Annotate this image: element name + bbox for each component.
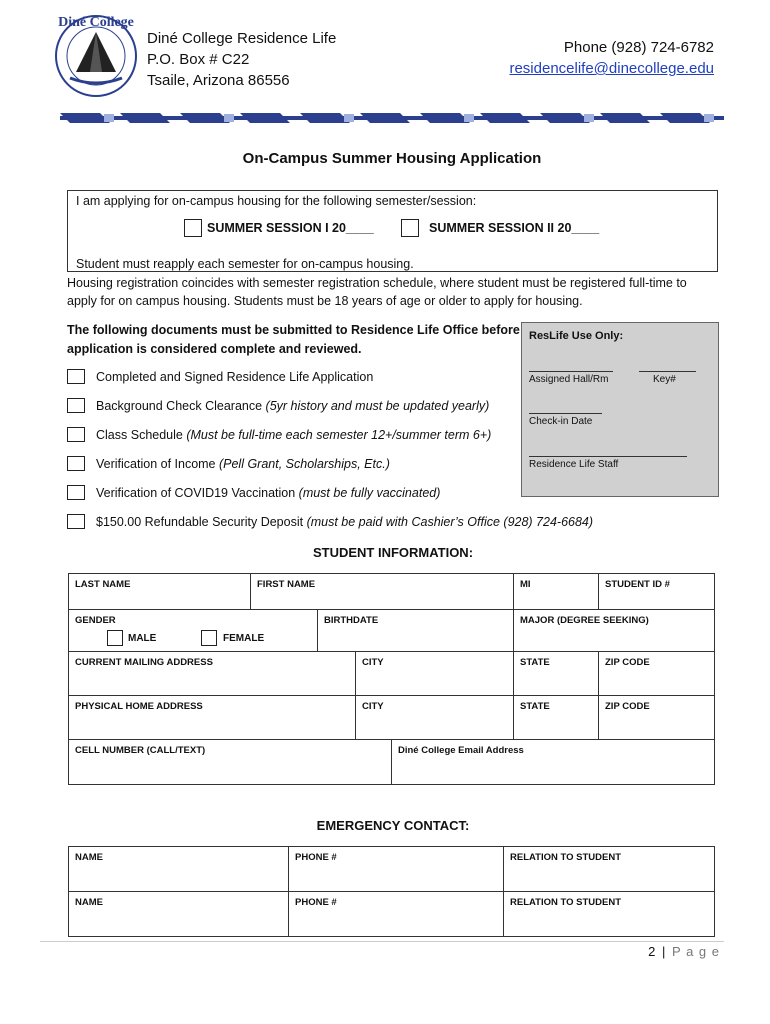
doc-item-income: Verification of Income (Pell Grant, Scholarships, Etc.) [96,457,390,471]
doc-checkbox-deposit[interactable] [67,514,85,529]
mailing-address-label: CURRENT MAILING ADDRESS [75,657,213,668]
emergency-relation-2-field[interactable] [504,892,715,937]
emergency-heading: EMERGENCY CONTACT: [316,818,470,833]
emergency-name-2-label: NAME [75,897,103,908]
home-city-label: CITY [362,701,384,712]
female-checkbox[interactable] [201,630,217,646]
phone-number: Phone (928) 724-6782 [563,39,714,56]
emergency-phone-2-field[interactable] [289,892,504,937]
male-label: MALE [128,633,157,644]
checkin-line [529,413,602,414]
doc-item-covid: Verification of COVID19 Vaccination (must be fully vaccinated) [96,486,441,500]
emergency-name-1-field[interactable] [69,847,289,892]
page-word: P a g e [672,944,720,959]
housing-note-1: Housing registration coincides with semester registration schedule, where student must be registered full-time to [67,276,687,290]
student-info-table [68,573,715,785]
assigned-label: Assigned Hall/Rm [529,374,609,385]
reslife-box [521,322,719,497]
student-id-label: STUDENT ID # [605,579,670,590]
emergency-relation-1-field[interactable] [504,847,715,892]
mailing-zip-field[interactable] [599,652,715,696]
city-line: Tsaile, Arizona 86556 [147,72,290,89]
home-state-field[interactable] [514,696,599,740]
college-logo [50,8,142,104]
major-label: MAJOR (DEGREE SEEKING) [520,615,649,626]
doc-checkbox-income[interactable] [67,456,85,471]
mi-field[interactable] [514,574,599,610]
staff-line [529,456,687,457]
college-email-field[interactable] [392,740,715,785]
cell-number-label: CELL NUMBER (CALL/TEXT) [75,745,206,756]
emergency-relation-2-label: RELATION TO STUDENT [510,897,622,908]
email-link[interactable]: residencelife@dinecollege.edu [509,60,714,77]
home-zip-label: ZIP CODE [605,701,650,712]
reslife-title: ResLife Use Only: [529,330,624,342]
doc-item-background: Background Check Clearance (5yr history and must be updated yearly) [96,399,490,413]
session-1-label: SUMMER SESSION I 20____ [207,221,374,235]
doc-checkbox-covid[interactable] [67,485,85,500]
gender-label: GENDER [75,615,116,626]
session-2-label: SUMMER SESSION II 20____ [429,221,600,235]
mi-label: MI [520,579,531,590]
mailing-zip-label: ZIP CODE [605,657,650,668]
female-label: FEMALE [223,633,265,644]
emergency-table [68,846,715,937]
doc-item-application: Completed and Signed Residence Life Application [96,370,374,384]
decorative-border [60,111,724,125]
emergency-relation-1-label: RELATION TO STUDENT [510,852,622,863]
birthdate-field[interactable] [318,610,514,652]
emergency-phone-1-label: PHONE # [295,852,337,863]
doc-item-deposit: $150.00 Refundable Security Deposit (must be paid with Cashier’s Office (928) 724-6684) [96,515,594,529]
footer-divider [40,941,724,942]
mailing-city-label: CITY [362,657,384,668]
college-email-label: Diné College Email Address [398,745,524,756]
form-title: On-Campus Summer Housing Application [242,150,542,167]
reapply-note: Student must reapply each semester for on-campus housing. [76,257,414,271]
po-box: P.O. Box # C22 [147,51,250,68]
doc-item-schedule: Class Schedule (Must be full-time each semester 12+/summer term 6+) [96,428,492,442]
cell-number-field[interactable] [69,740,392,785]
org-name: Diné College Residence Life [147,30,337,47]
home-state-label: STATE [520,701,550,712]
staff-label: Residence Life Staff [529,459,619,470]
logo-text: Diné College [58,15,134,30]
page-footer [648,944,720,959]
first-name-field[interactable] [251,574,514,610]
last-name-label: LAST NAME [75,579,131,590]
mailing-city-field[interactable] [356,652,514,696]
first-name-label: FIRST NAME [257,579,316,590]
doc-checkbox-application[interactable] [67,369,85,384]
page-number: 2 [648,944,656,959]
home-city-field[interactable] [356,696,514,740]
doc-checkbox-background[interactable] [67,398,85,413]
emergency-name-2-field[interactable] [69,892,289,937]
page-separator: | [662,944,666,959]
documents-heading-2: application is considered complete and reviewed. [67,342,362,356]
home-address-field[interactable] [69,696,356,740]
last-name-field[interactable] [69,574,251,610]
mailing-state-label: STATE [520,657,550,668]
student-info-heading: STUDENT INFORMATION: [312,545,474,560]
documents-heading-1: The following documents must be submitted to Residence Life Office before [67,323,520,337]
emergency-phone-2-label: PHONE # [295,897,337,908]
session-1-checkbox[interactable] [184,219,202,237]
student-id-field[interactable] [599,574,715,610]
checkin-label: Check-in Date [529,416,593,427]
housing-note-2: apply for on campus housing. Students must be 18 years of age or older to apply for housing. [67,294,583,308]
birthdate-label: BIRTHDATE [324,615,379,626]
male-checkbox[interactable] [107,630,123,646]
home-address-label: PHYSICAL HOME ADDRESS [75,701,203,712]
key-label: Key# [653,374,676,385]
mailing-address-field[interactable] [69,652,356,696]
session-2-checkbox[interactable] [401,219,419,237]
key-line [639,371,696,372]
semester-prompt: I am applying for on-campus housing for the following semester/session: [76,194,477,208]
major-field[interactable] [514,610,715,652]
emergency-phone-1-field[interactable] [289,847,504,892]
gender-field [69,610,318,652]
home-zip-field[interactable] [599,696,715,740]
emergency-name-1-label: NAME [75,852,103,863]
assigned-line [529,371,613,372]
doc-checkbox-schedule[interactable] [67,427,85,442]
mailing-state-field[interactable] [514,652,599,696]
